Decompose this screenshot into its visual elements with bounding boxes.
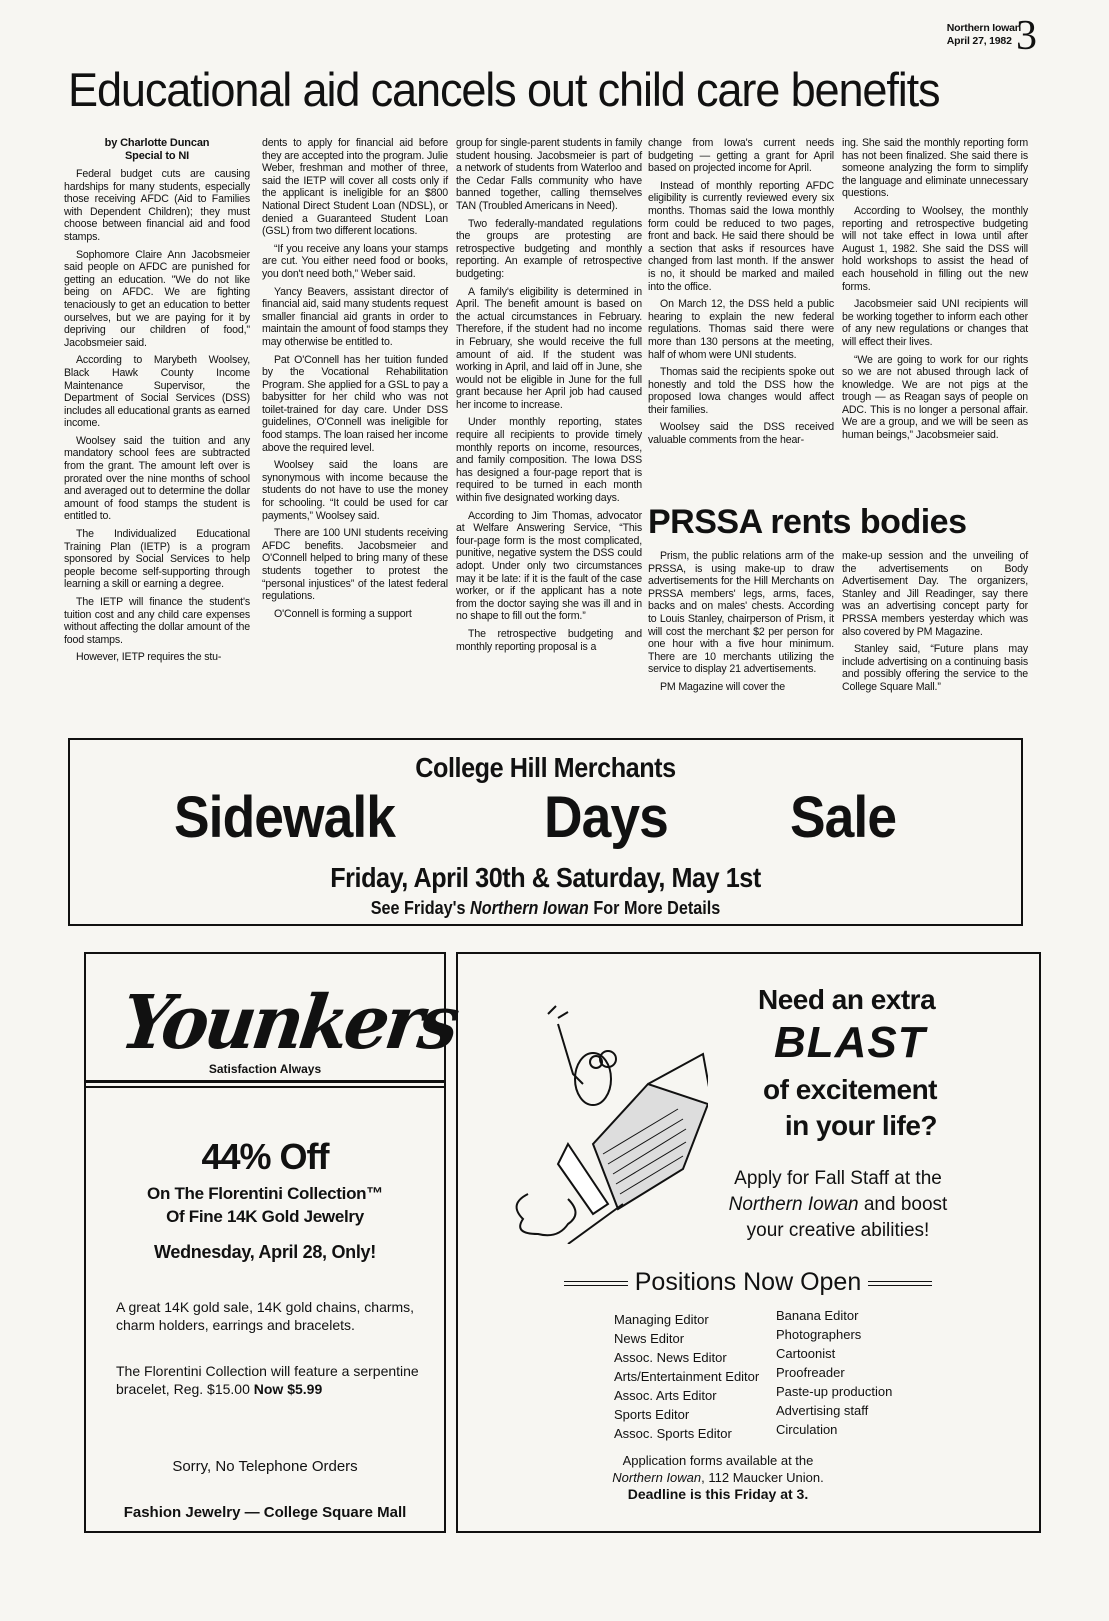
store-location: Fashion Jewelry — College Square Mall bbox=[123, 1504, 407, 1521]
excitement-lines bbox=[763, 1072, 937, 1144]
ad-word-sidewalk: Sidewalk bbox=[174, 785, 396, 850]
deadline: Deadline is this Friday at 3. bbox=[627, 1486, 809, 1502]
sale-description: A great 14K gold sale, 14K gold chains, charms, charm holders, earrings and bracelets. bbox=[116, 1299, 415, 1333]
position-item: Circulation bbox=[776, 1422, 838, 1437]
positions-title-text: Positions Now Open bbox=[634, 1268, 862, 1296]
byline-role: Special to NI bbox=[124, 150, 190, 162]
paragraph: Federal budget cuts are causing hardships for many students, especially those receiving AFDC (Aid to Families with Dependent Children); they must choose between financial aid and food stamps. bbox=[64, 168, 250, 243]
paragraph: Woolsey said the DSS received valuable comments from the hear- bbox=[648, 421, 834, 447]
paper-name: Northern Iowan bbox=[728, 1194, 859, 1215]
divider bbox=[86, 1080, 444, 1083]
life-line: in your life? bbox=[784, 1110, 937, 1141]
paragraph: The IETP will finance the student's tuition cost and any child care expenses without affecting the dollar amount of the food stamps. bbox=[64, 596, 250, 646]
positions-list-left bbox=[614, 1310, 759, 1443]
double-rule-left bbox=[564, 1281, 628, 1286]
excitement-line: of excitement bbox=[763, 1074, 937, 1105]
offer-text: The Florentini Collection will feature a serpentine bracelet, Reg. $15.00 bbox=[116, 1363, 419, 1397]
article-column-5 bbox=[842, 137, 1028, 447]
see-prefix: See Friday's bbox=[370, 898, 466, 918]
paragraph: ing. She said the monthly reporting form has not been finalized. She said there is someone analyzing the form to simplify the language and eliminate unnecessary questions. bbox=[842, 137, 1028, 200]
paragraph: Under monthly reporting, states require all recipients to provide timely monthly reports on income, resources, and family composition. The Iowa DSS has designed a four-page report that is required to be turned in each month within five designated working days. bbox=[456, 416, 642, 505]
position-item: Proofreader bbox=[776, 1365, 845, 1380]
issue-date: April 27, 1982 bbox=[946, 35, 1012, 47]
see-suffix: For More Details bbox=[593, 898, 721, 918]
prssa-headline: PRSSA rents bodies bbox=[648, 503, 967, 541]
position-item: Paste-up production bbox=[776, 1384, 893, 1399]
article-column-2 bbox=[262, 137, 448, 625]
position-item: Photographers bbox=[776, 1327, 862, 1342]
paragraph: Instead of monthly reporting AFDC eligibility is currently reviewed every six months. Thomas said the Iowa monthly form could be reduced to two pages, front and back. He said there should be a section that asks if resources have changed from last month. If the answer is no, it should be marked and mailed into the office. bbox=[648, 179, 834, 293]
byline-author: by Charlotte Duncan bbox=[104, 137, 210, 149]
paragraph: The retrospective budgeting and monthly reporting proposal is a bbox=[456, 627, 642, 653]
position-item: Managing Editor bbox=[614, 1312, 709, 1327]
position-item: Banana Editor bbox=[776, 1308, 859, 1323]
sale-date: Wednesday, April 28, Only! bbox=[154, 1242, 376, 1262]
position-item: Arts/Entertainment Editor bbox=[614, 1369, 760, 1384]
position-item: Cartoonist bbox=[776, 1346, 836, 1361]
paragraph: PM Magazine will cover the bbox=[660, 680, 786, 693]
position-item: Assoc. News Editor bbox=[614, 1350, 727, 1365]
offer-price: Now $5.99 bbox=[253, 1381, 323, 1397]
positions-title bbox=[548, 1268, 948, 1297]
publication-name: Northern Iowan bbox=[946, 22, 1021, 34]
paragraph: Sophomore Claire Ann Jacobsmeier said people on AFDC are punished for getting an education. "We do not like being on AFDC. We are fighting tenaciously to get an education to better ourselves, but we are paying for it by depriving our children of food," Jacobsmeier said. bbox=[64, 248, 250, 349]
divider bbox=[86, 1086, 444, 1088]
no-phone-notice: Sorry, No Telephone Orders bbox=[172, 1458, 358, 1475]
masthead bbox=[947, 22, 1021, 48]
forms-suffix: , 112 Maucker Union. bbox=[701, 1470, 824, 1485]
discount: 44% Off bbox=[201, 1136, 329, 1177]
article-column-4 bbox=[648, 137, 834, 452]
paragraph: Prism, the public relations arm of the PRSSA, is using make-up to draw advertisements for the Hill Merchants on PRSSA members' legs, arms, faces, backs and on males' chests. According to Louis Stanley, chairperson of Prism, it will cost the merchant $2 per person for one hour with a five hour minimum. There are 10 merchants utilizing the service to display 21 advertisements. bbox=[648, 550, 834, 676]
apply-line-1: Apply for Fall Staff at the bbox=[734, 1168, 942, 1189]
paragraph: There are 100 UNI students receiving AFDC benefits. Jacobsmeier and O'Connell helped to bring many of these students together to protest the “personal injustices” of the latest federal regulations. bbox=[262, 527, 448, 603]
position-item: Sports Editor bbox=[614, 1407, 690, 1422]
paragraph: According to Marybeth Woolsey, Black Hawk County Income Maintenance Supervisor, the Department of Social Services (DSS) includes all educational grants as earned income. bbox=[64, 354, 250, 430]
paragraph: Woolsey said the tuition and any mandatory school fees are subtracted from the grant. The amount left over is prorated over the nine months of school and averaged out to determine the dollar amount of food stamps the student is entitled to. bbox=[64, 434, 250, 523]
ad-word-days: Days bbox=[544, 785, 668, 850]
prssa-column-2 bbox=[842, 550, 1028, 699]
younkers-logo: Younkers bbox=[116, 980, 461, 1066]
paragraph: According to Jim Thomas, advocator at Welfare Answering Service, “This four-page form is the most complicated, punitive, negative system the DSS could adopt. Under only two circumstances may it be late: if it is the fault of the case worker, or if the applicant has a note from the doctor saying she was ill and in no shape to fill out the form.” bbox=[456, 509, 642, 623]
paragraph: “We are going to work for our rights so we are not abused through lack of knowledge. We are not pigs at the trough — as Reagan says of people on ADC. This is no longer a personal affair. We are a group, and we will be seen as human beings,” Jacobsmeier said. bbox=[842, 353, 1028, 442]
ad-sponsor: College Hill Merchants bbox=[415, 752, 676, 783]
paragraph: dents to apply for financial aid before they are accepted into the program. Julie Weber, freshman and mother of three, said the IETP will cover all costs only if the applicant is ineligible for an $800 National Direct Student Loan (NDSL), or denied a Guaranteed Student Loan (GSL) from two different locations. bbox=[262, 137, 448, 238]
see-paper: Northern Iowan bbox=[470, 898, 589, 918]
forms-line-1: Application forms available at the bbox=[622, 1453, 814, 1468]
position-item: News Editor bbox=[614, 1331, 685, 1346]
ad-see-more bbox=[118, 898, 974, 919]
rocket-cartoon-icon bbox=[498, 994, 708, 1244]
paragraph: O'Connell is forming a support bbox=[274, 607, 412, 620]
paragraph: “If you receive any loans your stamps are cut. You either need food or books, you don't need both,” Weber said. bbox=[262, 242, 448, 280]
application-info bbox=[568, 1452, 868, 1503]
collection-line: On The Florentini Collection™ bbox=[147, 1184, 383, 1203]
paragraph: According to Woolsey, the monthly reporting and retrospective budgeting will not take effect in Iowa until after August 1, 1982. She said the DSS will hold workshops to assist the head of each household in filling out the new forms. bbox=[842, 204, 1028, 293]
paragraph: change from Iowa's current needs budgeting — getting a grant for April based on projected income for April. bbox=[648, 137, 834, 175]
article-headline: Educational aid cancels out child care benefits bbox=[68, 63, 940, 116]
paragraph: Woolsey said the loans are synonymous with income because the students do not have to use the money for schooling. “It could be used for car payments,” Woolsey said. bbox=[262, 459, 448, 522]
sidewalk-sale-ad bbox=[68, 738, 1023, 926]
paragraph: Two federally-mandated regulations the groups are protesting are retrospective budgeting and monthly reporting. An example of retrospective budgeting: bbox=[456, 217, 642, 280]
apply-line-3: your creative abilities! bbox=[746, 1220, 930, 1241]
position-item: Assoc. Sports Editor bbox=[614, 1426, 732, 1441]
article-column-1 bbox=[64, 137, 250, 669]
paragraph: Jacobsmeier said UNI recipients will be working together to inform each other of any new regulations or changes that will effect their lives. bbox=[842, 298, 1028, 348]
paper-name: Northern Iowan bbox=[612, 1470, 702, 1485]
page-number: 3 bbox=[1016, 13, 1037, 59]
positions-list-right bbox=[776, 1306, 892, 1439]
paragraph: Stanley said, “Future plans may include advertising on a continuing basis and possibly offering the service to the College Square Mall.” bbox=[842, 643, 1028, 693]
paragraph: However, IETP requires the stu- bbox=[76, 651, 222, 664]
bracelet-offer bbox=[116, 1362, 424, 1398]
apply-suffix: and boost bbox=[863, 1194, 948, 1215]
apply-line-2 bbox=[688, 1192, 988, 1218]
position-item: Advertising staff bbox=[776, 1403, 869, 1418]
ad-dates: Friday, April 30th & Saturday, May 1st bbox=[330, 862, 761, 893]
prssa-column-1 bbox=[648, 550, 834, 699]
younkers-ad bbox=[84, 952, 461, 1533]
paragraph: group for single-parent students in family student housing. Jacobsmeier is part of a network of students from Waterloo and the Cedar Falls community who have banned together, calling themselves TAN (Troubled Americans in Need). bbox=[456, 137, 642, 212]
need-line: Need an extra bbox=[758, 984, 936, 1015]
article-column-3 bbox=[456, 137, 642, 658]
byline bbox=[64, 137, 250, 163]
paragraph: Yancy Beavers, assistant director of financial aid, said many students request smaller financial aid grants in order to maintain the amount of food stamps they may otherwise be entitled to. bbox=[262, 285, 448, 348]
blast-word: BLAST bbox=[774, 1018, 926, 1067]
ad-word-sale: Sale bbox=[790, 785, 897, 850]
paragraph: Thomas said the recipients spoke out honestly and told the DSS how the proposed Iowa changes would affect their families. bbox=[648, 366, 834, 416]
younkers-tagline: Satisfaction Always bbox=[208, 1062, 322, 1076]
apply-text bbox=[688, 1166, 988, 1244]
paragraph: A family's eligibility is determined in April. The benefit amount is based on the actual circumstances in February. Therefore, if the student had no income in February, she would receive the full amount of aid. If the student was working in April, and laid off in June, she would not be eligible in June for the full grant because her April job had caused her income to increase. bbox=[456, 285, 642, 411]
paragraph: On March 12, the DSS held a public hearing to explain the new federal regulations. Thomas said there were more than 130 persons at the meeting, half of whom were UNI students. bbox=[648, 298, 834, 361]
double-rule-right bbox=[868, 1281, 932, 1286]
staff-recruiting-ad bbox=[456, 952, 1041, 1533]
paragraph: make-up session and the unveiling of the advertisements on Body Advertisement Day. The organizers, Stanley and Jill Readinger, say there was an advertising concept party for PRSSA members yesterday which was also covered by PM Magazine. bbox=[842, 550, 1028, 638]
paragraph: Pat O'Connell has her tuition funded by the Vocational Rehabilitation Program. She applied for a GSL to pay a babysitter for her child who was not toilet-trained for day care. Under DSS guidelines, O'Connell was ineligible for food stamps. The loan raised her income above the required level. bbox=[262, 353, 448, 454]
position-item: Assoc. Arts Editor bbox=[614, 1388, 717, 1403]
forms-line-2 bbox=[568, 1469, 868, 1486]
paragraph: The Individualized Educational Training Plan (IETP) is a program sponsored by Social Services to help people become self-supporting through learning a skill or earning a degree. bbox=[64, 528, 250, 591]
gold-line: Of Fine 14K Gold Jewelry bbox=[166, 1207, 364, 1226]
